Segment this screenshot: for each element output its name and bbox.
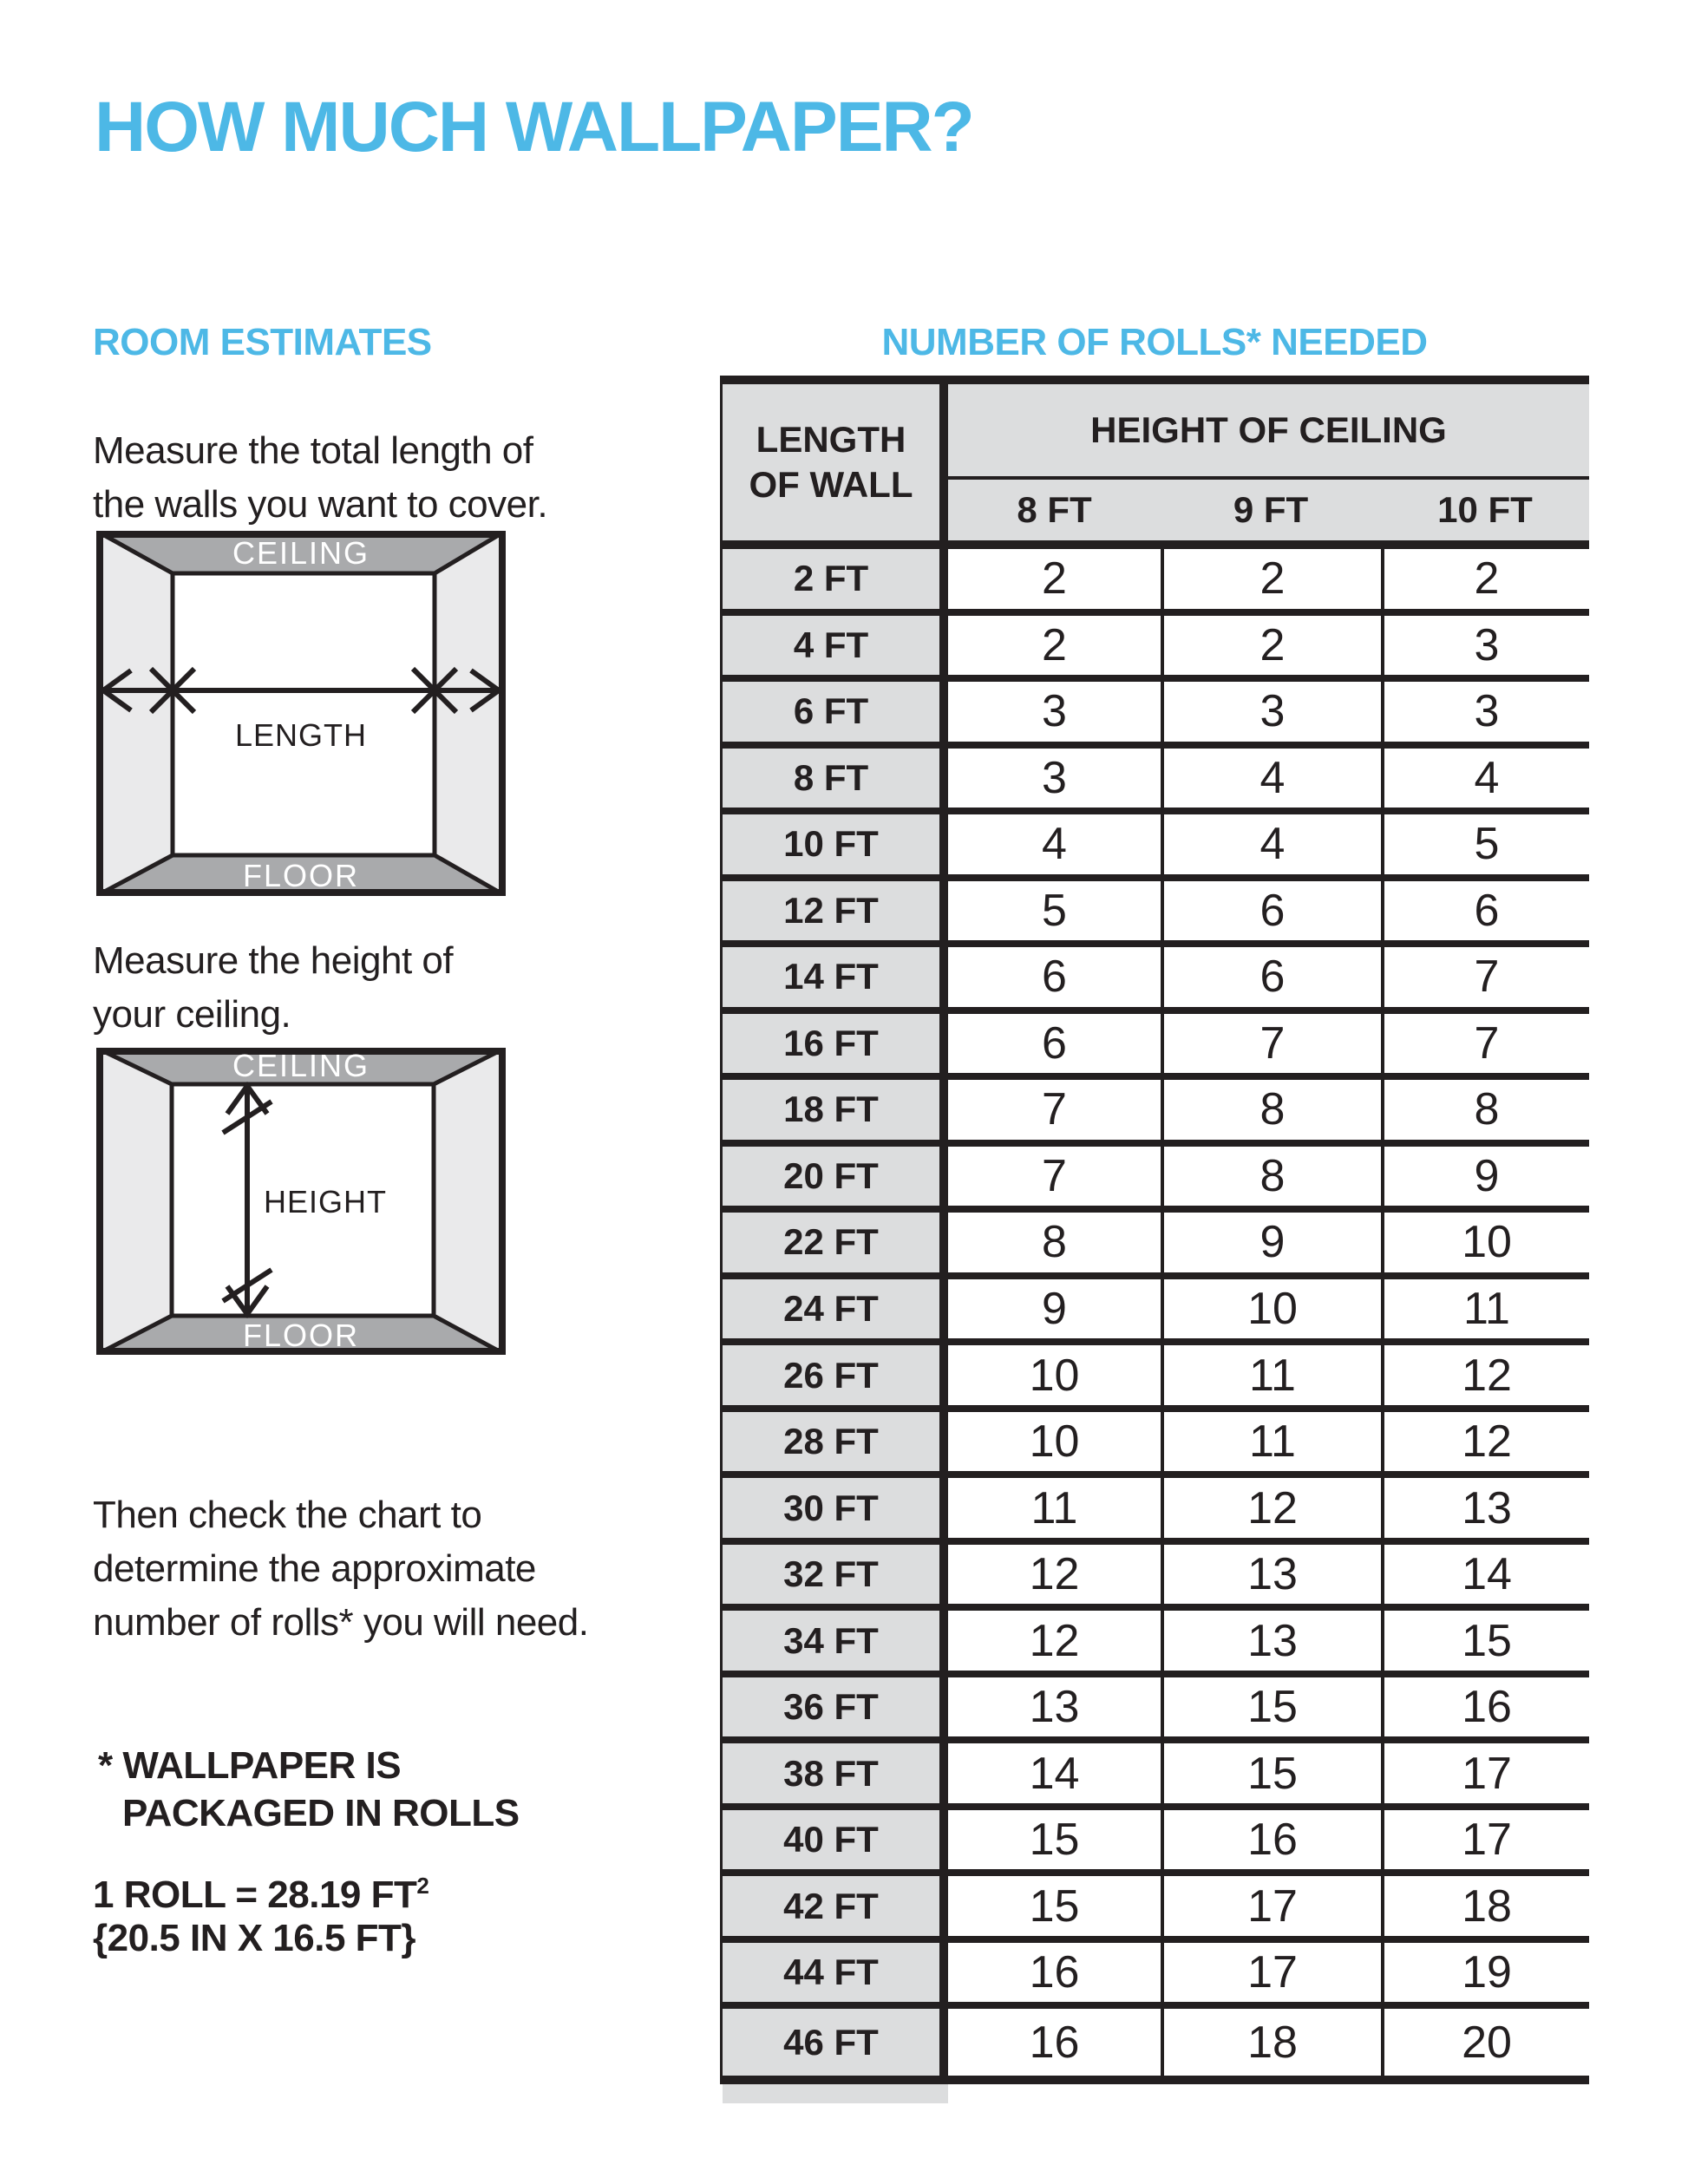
- table-row: [720, 1943, 1589, 2010]
- row-label: 44 FT: [720, 1943, 939, 2003]
- row-label: 6 FT: [720, 682, 939, 742]
- height-label: HEIGHT: [263, 1184, 388, 1220]
- roll-size-exponent: 2: [416, 1873, 429, 1899]
- row-value: 2: [1161, 549, 1381, 609]
- step3-line2: determine the approximate: [93, 1547, 536, 1590]
- row-value: 8: [1161, 1080, 1381, 1140]
- table-row: [720, 616, 1589, 683]
- row-label: 26 FT: [720, 1345, 939, 1405]
- row-value: 16: [948, 2009, 1161, 2076]
- row-value: 7: [1381, 1014, 1589, 1074]
- table-row: [720, 1545, 1589, 1612]
- row-value: 3: [1381, 616, 1589, 676]
- col-header-8ft: 8 FT: [1017, 489, 1092, 530]
- right-wall-face: [435, 531, 506, 896]
- row-label: 46 FT: [720, 2009, 939, 2076]
- row-value: 18: [1161, 2009, 1381, 2076]
- row-value: 9: [948, 1279, 1161, 1339]
- row-value: 10: [1161, 1279, 1381, 1339]
- left-wall-face: [96, 1048, 172, 1355]
- header-column-divider: [939, 384, 948, 549]
- table-row: [720, 1279, 1589, 1346]
- footnote-line2: PACKAGED IN ROLLS: [122, 1792, 520, 1834]
- row-value: 9: [1381, 1147, 1589, 1206]
- table-row: [720, 1014, 1589, 1081]
- row-value: 13: [948, 1677, 1161, 1737]
- row-label: 40 FT: [720, 1810, 939, 1870]
- row-value: 4: [1161, 749, 1381, 808]
- table-row: [720, 682, 1589, 749]
- row-value: 6: [948, 1014, 1161, 1074]
- row-value: 11: [1161, 1345, 1381, 1405]
- roll-size-value: 1 ROLL = 28.19 FT: [93, 1873, 417, 1916]
- row-value: 2: [1161, 616, 1381, 676]
- step1-text: [93, 424, 547, 532]
- row-label: 18 FT: [720, 1080, 939, 1140]
- step3-text: [93, 1488, 588, 1650]
- row-value: 13: [1161, 1611, 1381, 1671]
- row-value: 17: [1381, 1810, 1589, 1870]
- column-divider: [939, 947, 948, 1007]
- column-divider: [939, 814, 948, 874]
- row-value: 12: [948, 1545, 1161, 1605]
- column-divider: [939, 2009, 948, 2076]
- row-value: 7: [948, 1080, 1161, 1140]
- row-value: 16: [1161, 1810, 1381, 1870]
- column-divider: [939, 1611, 948, 1671]
- step3-line1: Then check the chart to: [93, 1494, 482, 1536]
- height-of-ceiling-header: HEIGHT OF CEILING: [948, 384, 1589, 476]
- column-divider: [939, 881, 948, 941]
- row-value: 7: [1161, 1014, 1381, 1074]
- column-divider: [939, 616, 948, 676]
- row-label: 30 FT: [720, 1478, 939, 1538]
- row-value: 17: [1381, 1743, 1589, 1803]
- table-row: [720, 1810, 1589, 1877]
- row-value: 8: [948, 1213, 1161, 1272]
- row-value: 2: [1381, 549, 1589, 609]
- column-divider: [939, 1412, 948, 1472]
- table-bottom-border: [720, 2076, 1589, 2084]
- table-row: [720, 2009, 1589, 2076]
- right-wall-face: [434, 1048, 506, 1355]
- row-label: 28 FT: [720, 1412, 939, 1472]
- row-value: 11: [1161, 1412, 1381, 1472]
- ceiling-label: CEILING: [232, 535, 370, 571]
- column-divider: [939, 1279, 948, 1339]
- table-row: [720, 1412, 1589, 1479]
- table-row: [720, 1743, 1589, 1810]
- row-value: 12: [1161, 1478, 1381, 1538]
- row-value: 10: [948, 1412, 1161, 1472]
- row-label: 16 FT: [720, 1014, 939, 1074]
- ceiling-label: CEILING: [232, 1048, 370, 1083]
- row-label: 14 FT: [720, 947, 939, 1007]
- row-label: 24 FT: [720, 1279, 939, 1339]
- row-value: 13: [1381, 1478, 1589, 1538]
- row-value: 14: [1381, 1545, 1589, 1605]
- roll-dimensions: {20.5 IN X 16.5 FT}: [93, 1917, 416, 1959]
- length-of-wall-line1: LENGTH: [756, 419, 906, 460]
- row-value: 12: [948, 1611, 1161, 1671]
- row-value: 6: [1161, 881, 1381, 941]
- row-value: 3: [948, 749, 1161, 808]
- table-row: [720, 1876, 1589, 1943]
- length-of-wall-header: [720, 384, 939, 540]
- column-divider: [939, 1478, 948, 1538]
- row-value: 6: [948, 947, 1161, 1007]
- table-row: [720, 1080, 1589, 1147]
- column-divider: [939, 1943, 948, 2003]
- column-divider: [939, 1213, 948, 1272]
- floor-label: FLOOR: [242, 1318, 360, 1353]
- roll-size-info: [93, 1873, 429, 1960]
- room-length-diagram: [96, 531, 506, 896]
- table-row: [720, 749, 1589, 815]
- col-header-9ft: 9 FT: [1233, 489, 1309, 530]
- row-value: 10: [948, 1345, 1161, 1405]
- table-body: [720, 549, 1589, 2076]
- row-label: 10 FT: [720, 814, 939, 874]
- row-value: 6: [1381, 881, 1589, 941]
- step1-line1: Measure the total length of: [93, 429, 533, 472]
- row-value: 4: [1161, 814, 1381, 874]
- row-value: 15: [1161, 1677, 1381, 1737]
- wallpaper-footnote: [98, 1742, 520, 1837]
- column-divider: [939, 682, 948, 742]
- row-value: 3: [948, 682, 1161, 742]
- row-value: 4: [948, 814, 1161, 874]
- row-value: 2: [948, 616, 1161, 676]
- rolls-needed-heading: NUMBER OF ROLLS* NEEDED: [881, 321, 1428, 363]
- table-row: [720, 1213, 1589, 1279]
- table-row: [720, 814, 1589, 881]
- row-value: 4: [1381, 749, 1589, 808]
- label-column-tab: [723, 2084, 948, 2103]
- column-divider: [939, 1677, 948, 1737]
- ceiling-height-columns: [948, 480, 1589, 540]
- row-value: 8: [1161, 1147, 1381, 1206]
- table-row: [720, 549, 1589, 616]
- row-value: 3: [1161, 682, 1381, 742]
- row-value: 8: [1381, 1080, 1589, 1140]
- table-row: [720, 1611, 1589, 1677]
- row-value: 2: [948, 549, 1161, 609]
- column-divider: [939, 1014, 948, 1074]
- row-label: 32 FT: [720, 1545, 939, 1605]
- row-value: 7: [1381, 947, 1589, 1007]
- room-height-diagram: [96, 1048, 506, 1355]
- row-label: 12 FT: [720, 881, 939, 941]
- row-label: 38 FT: [720, 1743, 939, 1803]
- step2-line1: Measure the height of: [93, 939, 454, 982]
- table-row: [720, 947, 1589, 1014]
- length-label: LENGTH: [234, 717, 368, 753]
- row-value: 14: [948, 1743, 1161, 1803]
- row-value: 15: [1161, 1743, 1381, 1803]
- table-row: [720, 1147, 1589, 1213]
- column-divider: [939, 1080, 948, 1140]
- row-value: 7: [948, 1147, 1161, 1206]
- roll-size-line: [93, 1873, 429, 1917]
- back-wall-face: [173, 573, 435, 855]
- step2-text: [93, 934, 453, 1042]
- floor-label: FLOOR: [242, 858, 360, 893]
- step2-line2: your ceiling.: [93, 993, 291, 1036]
- row-value: 3: [1381, 682, 1589, 742]
- row-value: 9: [1161, 1213, 1381, 1272]
- row-value: 12: [1381, 1345, 1589, 1405]
- row-value: 16: [1381, 1677, 1589, 1737]
- row-value: 5: [1381, 814, 1589, 874]
- row-value: 15: [948, 1876, 1161, 1936]
- row-label: 36 FT: [720, 1677, 939, 1737]
- room-estimates-heading: ROOM ESTIMATES: [93, 321, 432, 363]
- row-value: 5: [948, 881, 1161, 941]
- column-divider: [939, 1876, 948, 1936]
- row-label: 22 FT: [720, 1213, 939, 1272]
- length-of-wall-line2: OF WALL: [749, 464, 913, 505]
- column-divider: [939, 1743, 948, 1803]
- row-value: 16: [948, 1943, 1161, 2003]
- column-divider: [939, 549, 948, 609]
- column-divider: [939, 1147, 948, 1206]
- row-value: 17: [1161, 1876, 1381, 1936]
- row-label: 42 FT: [720, 1876, 939, 1936]
- row-value: 11: [948, 1478, 1161, 1538]
- table-row: [720, 881, 1589, 948]
- column-divider: [939, 1545, 948, 1605]
- row-label: 8 FT: [720, 749, 939, 808]
- row-value: 11: [1381, 1279, 1589, 1339]
- row-value: 17: [1161, 1943, 1381, 2003]
- row-label: 2 FT: [720, 549, 939, 609]
- row-value: 10: [1381, 1213, 1589, 1272]
- page-title: HOW MUCH WALLPAPER?: [95, 88, 973, 167]
- row-label: 4 FT: [720, 616, 939, 676]
- footnote-line1: * WALLPAPER IS: [98, 1744, 402, 1787]
- row-value: 20: [1381, 2009, 1589, 2076]
- step1-line2: the walls you want to cover.: [93, 483, 548, 526]
- column-divider: [939, 749, 948, 808]
- left-wall-face: [96, 531, 173, 896]
- row-value: 6: [1161, 947, 1381, 1007]
- row-value: 13: [1161, 1545, 1381, 1605]
- row-value: 12: [1381, 1412, 1589, 1472]
- row-label: 20 FT: [720, 1147, 939, 1206]
- row-value: 15: [948, 1810, 1161, 1870]
- step3-line3: number of rolls* you will need.: [93, 1601, 589, 1644]
- column-divider: [939, 1810, 948, 1870]
- row-label: 34 FT: [720, 1611, 939, 1671]
- row-value: 18: [1381, 1876, 1589, 1936]
- col-header-10ft: 10 FT: [1437, 489, 1533, 530]
- row-value: 15: [1381, 1611, 1589, 1671]
- header-bottom-border: [720, 540, 1589, 549]
- table-row: [720, 1345, 1589, 1412]
- table-row: [720, 1478, 1589, 1545]
- row-value: 19: [1381, 1943, 1589, 2003]
- table-row: [720, 1677, 1589, 1744]
- table-top-border: [720, 376, 1589, 384]
- column-divider: [939, 1345, 948, 1405]
- rolls-table: [720, 376, 1589, 2103]
